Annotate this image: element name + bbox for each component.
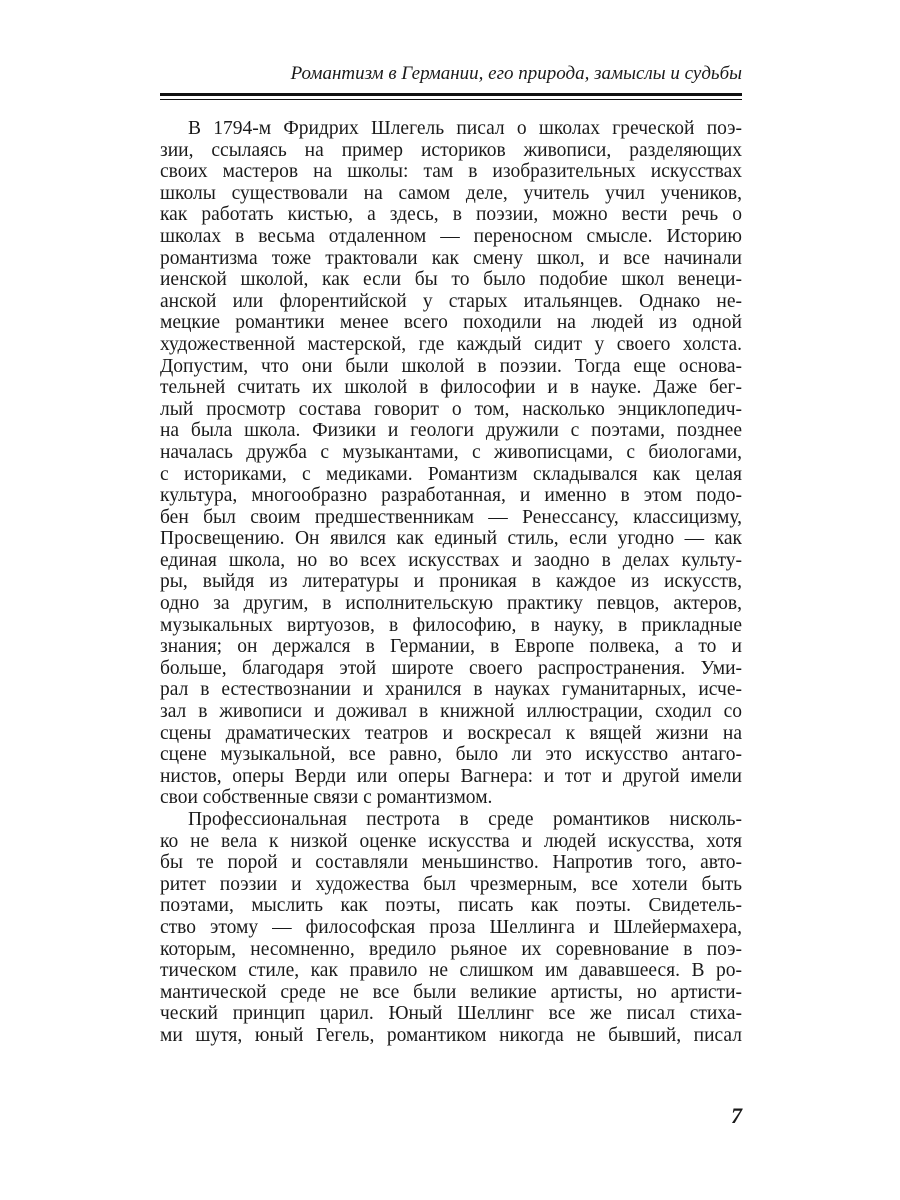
text-line: романтизма тоже трактовали как смену школ, и все начинали (160, 247, 742, 269)
text-line: знания; он держался в Германии, в Европе полвека, а то и (160, 636, 742, 658)
text-line: которым, несомненно, вредило рьяное их соревнование в поэ- (160, 938, 742, 960)
text-line: мантической среде не все были великие артисты, но артисти- (160, 981, 742, 1003)
text-line: Профессиональная пестрота в среде романтиков нисколь- (188, 809, 742, 830)
paragraph (160, 809, 742, 1047)
text-line: анской или флорентийской у старых итальянцев. Однако не- (160, 290, 742, 312)
text-line: иенской школой, как если бы то было подобие школ венеци- (160, 269, 742, 291)
text-line: сцены драматических театров и воскресал к вящей жизни на (160, 722, 742, 744)
running-head: Романтизм в Германии, его природа, замыслы и судьбы (290, 63, 742, 84)
body-text (160, 118, 742, 1047)
text-line: ство этому — философская проза Шеллинга и Шлейермахера, (160, 916, 742, 938)
text-line: тельней считать их школой в философии и в науке. Даже бег- (160, 377, 742, 399)
header-rule-thin (160, 99, 742, 100)
page-number: 7 (731, 1103, 742, 1128)
text-line: больше, благодаря этой широте своего распространения. Уми- (160, 657, 742, 679)
text-line: ко не вела к низкой оценке искусства и людей искусства, хотя (160, 830, 742, 852)
text-line: ми шутя, юный Гегель, романтиком никогда не бывший, писал (160, 1024, 742, 1046)
text-line: сцене музыкальной, все равно, было ли это искусство антаго- (160, 744, 742, 766)
text-line: одно за другим, в исполнительскую практику певцов, актеров, (160, 593, 742, 615)
text-line: на была школа. Физики и геологи дружили с поэтами, позднее (160, 420, 742, 442)
text-line: зал в живописи и доживал в книжной иллюстрации, сходил со (160, 701, 742, 723)
paragraph (160, 118, 742, 809)
text-line: мецкие романтики менее всего походили на людей из одной (160, 312, 742, 334)
text-line: рал в естествознании и хранился в науках гуманитарных, исче- (160, 679, 742, 701)
text-line: началась дружба с музыкантами, с живописцами, с биологами, (160, 441, 742, 463)
text-line: музыкальных виртуозов, в философию, в науку, в прикладные (160, 614, 742, 636)
text-line: поэтами, мыслить как поэты, писать как поэты. Свидетель- (160, 895, 742, 917)
header-rule-thick (160, 93, 742, 96)
text-line: как работать кистью, а здесь, в поэзии, можно вести речь о (160, 204, 742, 226)
text-line: лый просмотр состава говорит о том, насколько энциклопедич- (160, 398, 742, 420)
text-line: с историками, с медиками. Романтизм складывался как целая (160, 463, 742, 485)
text-line: нистов, оперы Верди или оперы Вагнера: и тот и другой имели (160, 765, 742, 787)
text-line: своих мастеров на школы: там в изобразительных искусствах (160, 161, 742, 183)
text-line: Допустим, что они были школой в поэзии. Тогда еще основа- (160, 355, 742, 377)
text-line: художественной мастерской, где каждый сидит у своего холста. (160, 333, 742, 355)
text-line: бен был своим предшественникам — Ренессансу, классицизму, (160, 506, 742, 528)
text-line: Просвещению. Он явился как единый стиль, если угодно — как (160, 528, 742, 550)
text-line: тическом стиле, как правило не слишком им дававшееся. В ро- (160, 960, 742, 982)
text-line: ры, выйдя из литературы и проникая в каждое из искусств, (160, 571, 742, 593)
text-line: школах в весьма отдаленном — переносном смысле. Историю (160, 225, 742, 247)
text-line: единая школа, но во всех искусствах и заодно в делах культу- (160, 549, 742, 571)
text-line: ческий принцип царил. Юный Шеллинг все же писал стиха- (160, 1003, 742, 1025)
text-line: школы существовали на самом деле, учитель учил учеников, (160, 182, 742, 204)
text-line: зии, ссылаясь на пример историков живописи, разделяющих (160, 139, 742, 161)
text-line: ритет поэзии и художества был чрезмерным, все хотели быть (160, 873, 742, 895)
text-line: бы те порой и составляли меньшинство. Напротив того, авто- (160, 852, 742, 874)
text-line: культура, многообразно разработанная, и именно в этом подо- (160, 485, 742, 507)
text-line: В 1794-м Фридрих Шлегель писал о школах греческой поэ- (188, 118, 742, 139)
text-line: свои собственные связи с романтизмом. (160, 787, 493, 809)
